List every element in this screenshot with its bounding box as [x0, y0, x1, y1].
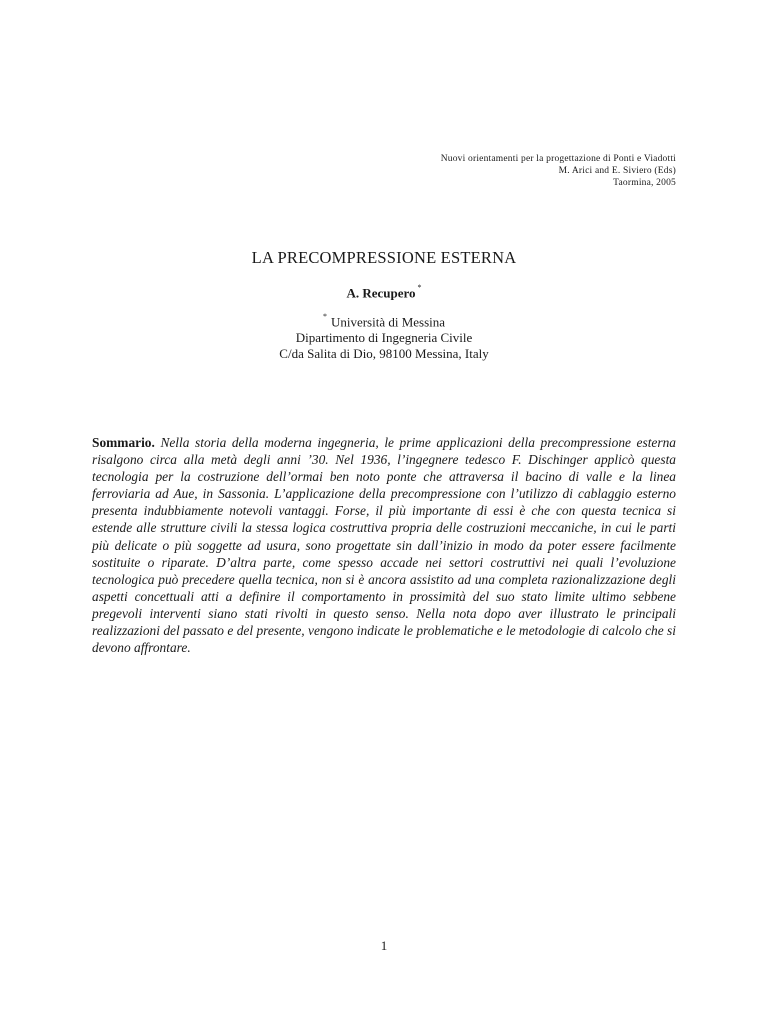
author-line: [0, 285, 768, 301]
header-location-year: Taormina, 2005: [613, 178, 676, 188]
author-footnote-mark: *: [417, 283, 422, 292]
page-number: 1: [380, 938, 388, 953]
author-name: A. Recupero: [346, 285, 416, 301]
header-proceedings-title: Nuovi orientamenti per la progettazione di Ponti e Viadotti: [440, 154, 676, 164]
paper-title: LA PRECOMPRESSIONE ESTERNA: [251, 248, 517, 267]
header-editors: M. Arici and E. Siviero (Eds): [558, 166, 676, 176]
abstract-label: Sommario.: [92, 435, 155, 450]
abstract-text: Nella storia della moderna ingegneria, le prime applicazioni della precompressione esterna risalgono circa alla metà degli anni ’30. Nel 1936, l’ingegnere tedesco F. Dischinger applicò questa tecnologia per la costruzione dell’ormai ben noto ponte che attraversa il bacino di valle e la linea ferroviaria ad Aue, in Sassonia. L’applicazione della precompressione con l’utilizzo di cablaggio esterno presenta indubbiamente notevoli vantaggi. Forse, il più importante di essi è che con questa tecnica si estende alle strutture civili la stessa logica costruttiva propria delle costruzioni meccaniche, in cui le parti più delicate o più soggette ad usura, sono progettate sin dall’inizio in modo da poter essere facilmente sostituite o riparate. D’altra parte, come spesso accade nei settori costruttivi nei quali l’evoluzione tecnologica può precedere quella tecnica, non si è ancora assistito ad una completa razionalizzazione degli aspetti concettuali atti a definire il comportamento in prossimità del suo stato limite ultimo sebbene pregevoli interventi siano stati rivolti in questo senso. Nella nota dopo aver illustrato le principali realizzazioni del passato e del presente, vengono indicate le problematiche e le metodologie di calcolo che si devono affrontare.: [92, 435, 676, 656]
affiliation-block: [0, 311, 768, 362]
publication-header: [441, 153, 676, 189]
abstract: [92, 434, 676, 656]
affiliation-address: C/da Salita di Dio, 98100 Messina, Italy: [279, 346, 489, 362]
affiliation-department: Dipartimento di Ingegneria Civile: [295, 330, 473, 346]
affiliation-university: * Università di Messina: [322, 312, 446, 330]
affiliation-footnote-mark: *: [322, 312, 327, 321]
